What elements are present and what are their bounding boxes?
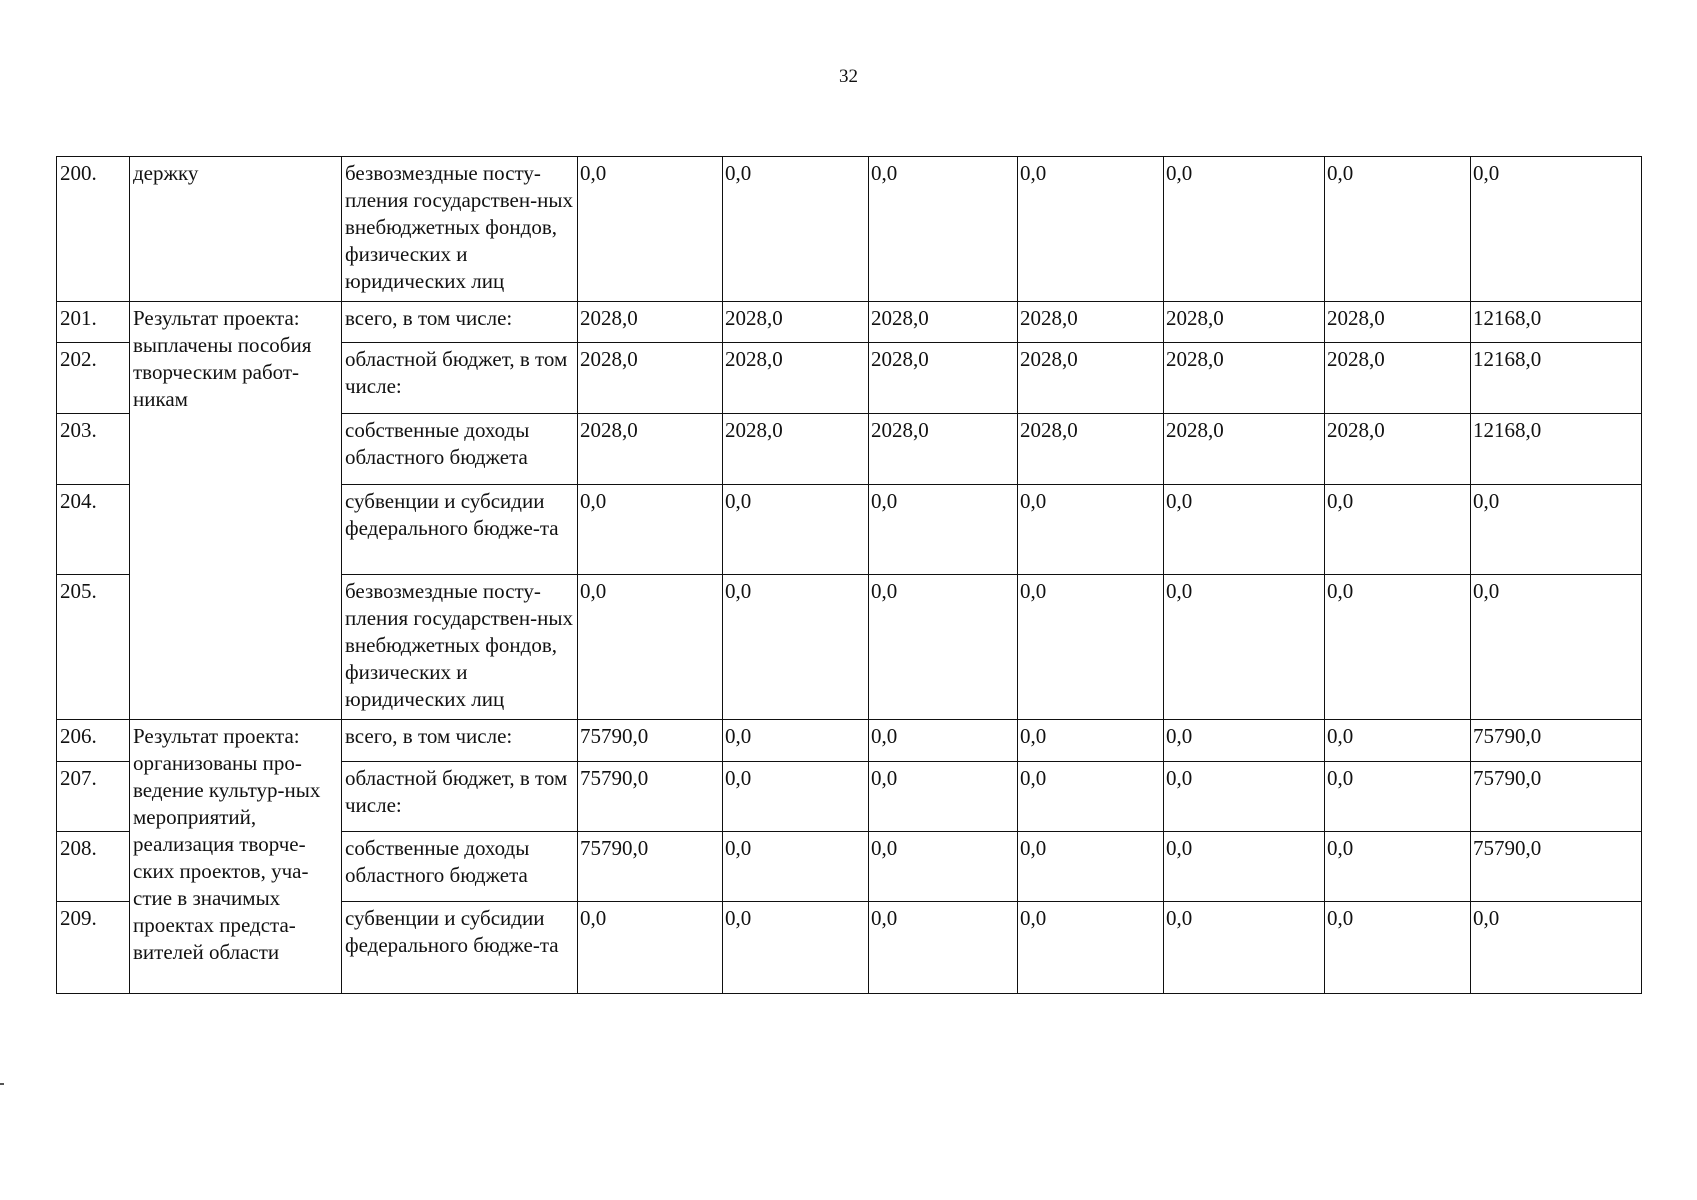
value-cell: 0,0 bbox=[1325, 157, 1471, 302]
value-cell: 0,0 bbox=[1018, 902, 1164, 994]
page-number: 32 bbox=[839, 66, 858, 87]
table-row bbox=[57, 720, 1642, 762]
value-cell: 0,0 bbox=[1018, 832, 1164, 902]
value-cell: 2028,0 bbox=[723, 302, 869, 343]
value-cell: 0,0 bbox=[869, 485, 1018, 575]
value-cell: 0,0 bbox=[723, 832, 869, 902]
total-cell: 0,0 bbox=[1471, 902, 1642, 994]
value-cell: 0,0 bbox=[723, 902, 869, 994]
total-cell: 12168,0 bbox=[1471, 414, 1642, 485]
value-cell: 75790,0 bbox=[578, 832, 723, 902]
total-cell: 0,0 bbox=[1471, 575, 1642, 720]
value-cell: 0,0 bbox=[1325, 902, 1471, 994]
value-cell: 2028,0 bbox=[1164, 302, 1325, 343]
value-cell: 0,0 bbox=[578, 902, 723, 994]
value-cell: 0,0 bbox=[1325, 762, 1471, 832]
funding-source: областной бюджет, в том числе: bbox=[342, 762, 578, 832]
funding-source: субвенции и субсидии федерального бюдже-та bbox=[342, 902, 578, 994]
funding-source: безвозмездные посту-пления государствен-ных внебюджетных фондов, физических и юридических лиц bbox=[342, 575, 578, 720]
row-number: 202. bbox=[57, 343, 130, 414]
value-cell: 0,0 bbox=[578, 485, 723, 575]
row-number: 203. bbox=[57, 414, 130, 485]
value-cell: 0,0 bbox=[578, 575, 723, 720]
value-cell: 0,0 bbox=[1018, 485, 1164, 575]
total-cell: 75790,0 bbox=[1471, 832, 1642, 902]
total-cell: 75790,0 bbox=[1471, 720, 1642, 762]
value-cell: 0,0 bbox=[1018, 575, 1164, 720]
value-cell: 2028,0 bbox=[1018, 414, 1164, 485]
value-cell: 0,0 bbox=[869, 157, 1018, 302]
value-cell: 0,0 bbox=[1164, 720, 1325, 762]
value-cell: 0,0 bbox=[869, 720, 1018, 762]
result-name: держку bbox=[130, 157, 342, 302]
value-cell: 2028,0 bbox=[578, 414, 723, 485]
value-cell: 2028,0 bbox=[1164, 414, 1325, 485]
value-cell: 2028,0 bbox=[869, 302, 1018, 343]
value-cell: 2028,0 bbox=[1325, 414, 1471, 485]
result-name: Результат проекта: выплачены пособия творческим работ-никам bbox=[130, 302, 342, 720]
value-cell: 0,0 bbox=[1325, 832, 1471, 902]
row-number: 207. bbox=[57, 762, 130, 832]
funding-source: безвозмездные посту-пления государствен-ных внебюджетных фондов, физических и юридических лиц bbox=[342, 157, 578, 302]
row-number: 201. bbox=[57, 302, 130, 343]
row-number: 206. bbox=[57, 720, 130, 762]
value-cell: 75790,0 bbox=[578, 762, 723, 832]
value-cell: 0,0 bbox=[723, 157, 869, 302]
value-cell: 0,0 bbox=[578, 157, 723, 302]
value-cell: 0,0 bbox=[723, 762, 869, 832]
value-cell: 0,0 bbox=[1018, 762, 1164, 832]
value-cell: 2028,0 bbox=[1018, 343, 1164, 414]
total-cell: 0,0 bbox=[1471, 157, 1642, 302]
funding-source: всего, в том числе: bbox=[342, 302, 578, 343]
table-row bbox=[57, 302, 1642, 343]
value-cell: 0,0 bbox=[1325, 575, 1471, 720]
funding-source: всего, в том числе: bbox=[342, 720, 578, 762]
total-cell: 12168,0 bbox=[1471, 343, 1642, 414]
funding-source: субвенции и субсидии федерального бюдже-та bbox=[342, 485, 578, 575]
row-number: 209. bbox=[57, 902, 130, 994]
table-row bbox=[57, 157, 1642, 302]
value-cell: 2028,0 bbox=[1164, 343, 1325, 414]
row-number: 204. bbox=[57, 485, 130, 575]
value-cell: 0,0 bbox=[1164, 575, 1325, 720]
value-cell: 2028,0 bbox=[869, 414, 1018, 485]
value-cell: 2028,0 bbox=[1018, 302, 1164, 343]
value-cell: 2028,0 bbox=[869, 343, 1018, 414]
value-cell: 0,0 bbox=[723, 485, 869, 575]
value-cell: 0,0 bbox=[1018, 157, 1164, 302]
total-cell: 0,0 bbox=[1471, 485, 1642, 575]
funding-source: собственные доходы областного бюджета bbox=[342, 832, 578, 902]
row-number: 205. bbox=[57, 575, 130, 720]
value-cell: 2028,0 bbox=[723, 343, 869, 414]
value-cell: 0,0 bbox=[723, 720, 869, 762]
value-cell: 0,0 bbox=[1018, 720, 1164, 762]
value-cell: 0,0 bbox=[1164, 762, 1325, 832]
value-cell: 0,0 bbox=[723, 575, 869, 720]
value-cell: 0,0 bbox=[869, 762, 1018, 832]
value-cell: 2028,0 bbox=[1325, 343, 1471, 414]
value-cell: 2028,0 bbox=[1325, 302, 1471, 343]
scan-mark bbox=[0, 1083, 4, 1085]
value-cell: 0,0 bbox=[869, 575, 1018, 720]
value-cell: 0,0 bbox=[869, 832, 1018, 902]
value-cell: 75790,0 bbox=[578, 720, 723, 762]
total-cell: 75790,0 bbox=[1471, 762, 1642, 832]
budget-table bbox=[56, 156, 1642, 994]
row-number: 200. bbox=[57, 157, 130, 302]
value-cell: 0,0 bbox=[1325, 720, 1471, 762]
funding-source: областной бюджет, в том числе: bbox=[342, 343, 578, 414]
result-name: Результат проекта: организованы про-ведение культур-ных мероприятий, реализация творче-ских проектов, уча-стие в значимых проектах предста-вителей области bbox=[130, 720, 342, 994]
value-cell: 0,0 bbox=[1164, 157, 1325, 302]
row-number: 208. bbox=[57, 832, 130, 902]
value-cell: 2028,0 bbox=[723, 414, 869, 485]
total-cell: 12168,0 bbox=[1471, 302, 1642, 343]
value-cell: 0,0 bbox=[1164, 902, 1325, 994]
value-cell: 0,0 bbox=[869, 902, 1018, 994]
value-cell: 0,0 bbox=[1325, 485, 1471, 575]
value-cell: 0,0 bbox=[1164, 485, 1325, 575]
funding-source: собственные доходы областного бюджета bbox=[342, 414, 578, 485]
value-cell: 2028,0 bbox=[578, 302, 723, 343]
value-cell: 2028,0 bbox=[578, 343, 723, 414]
value-cell: 0,0 bbox=[1164, 832, 1325, 902]
